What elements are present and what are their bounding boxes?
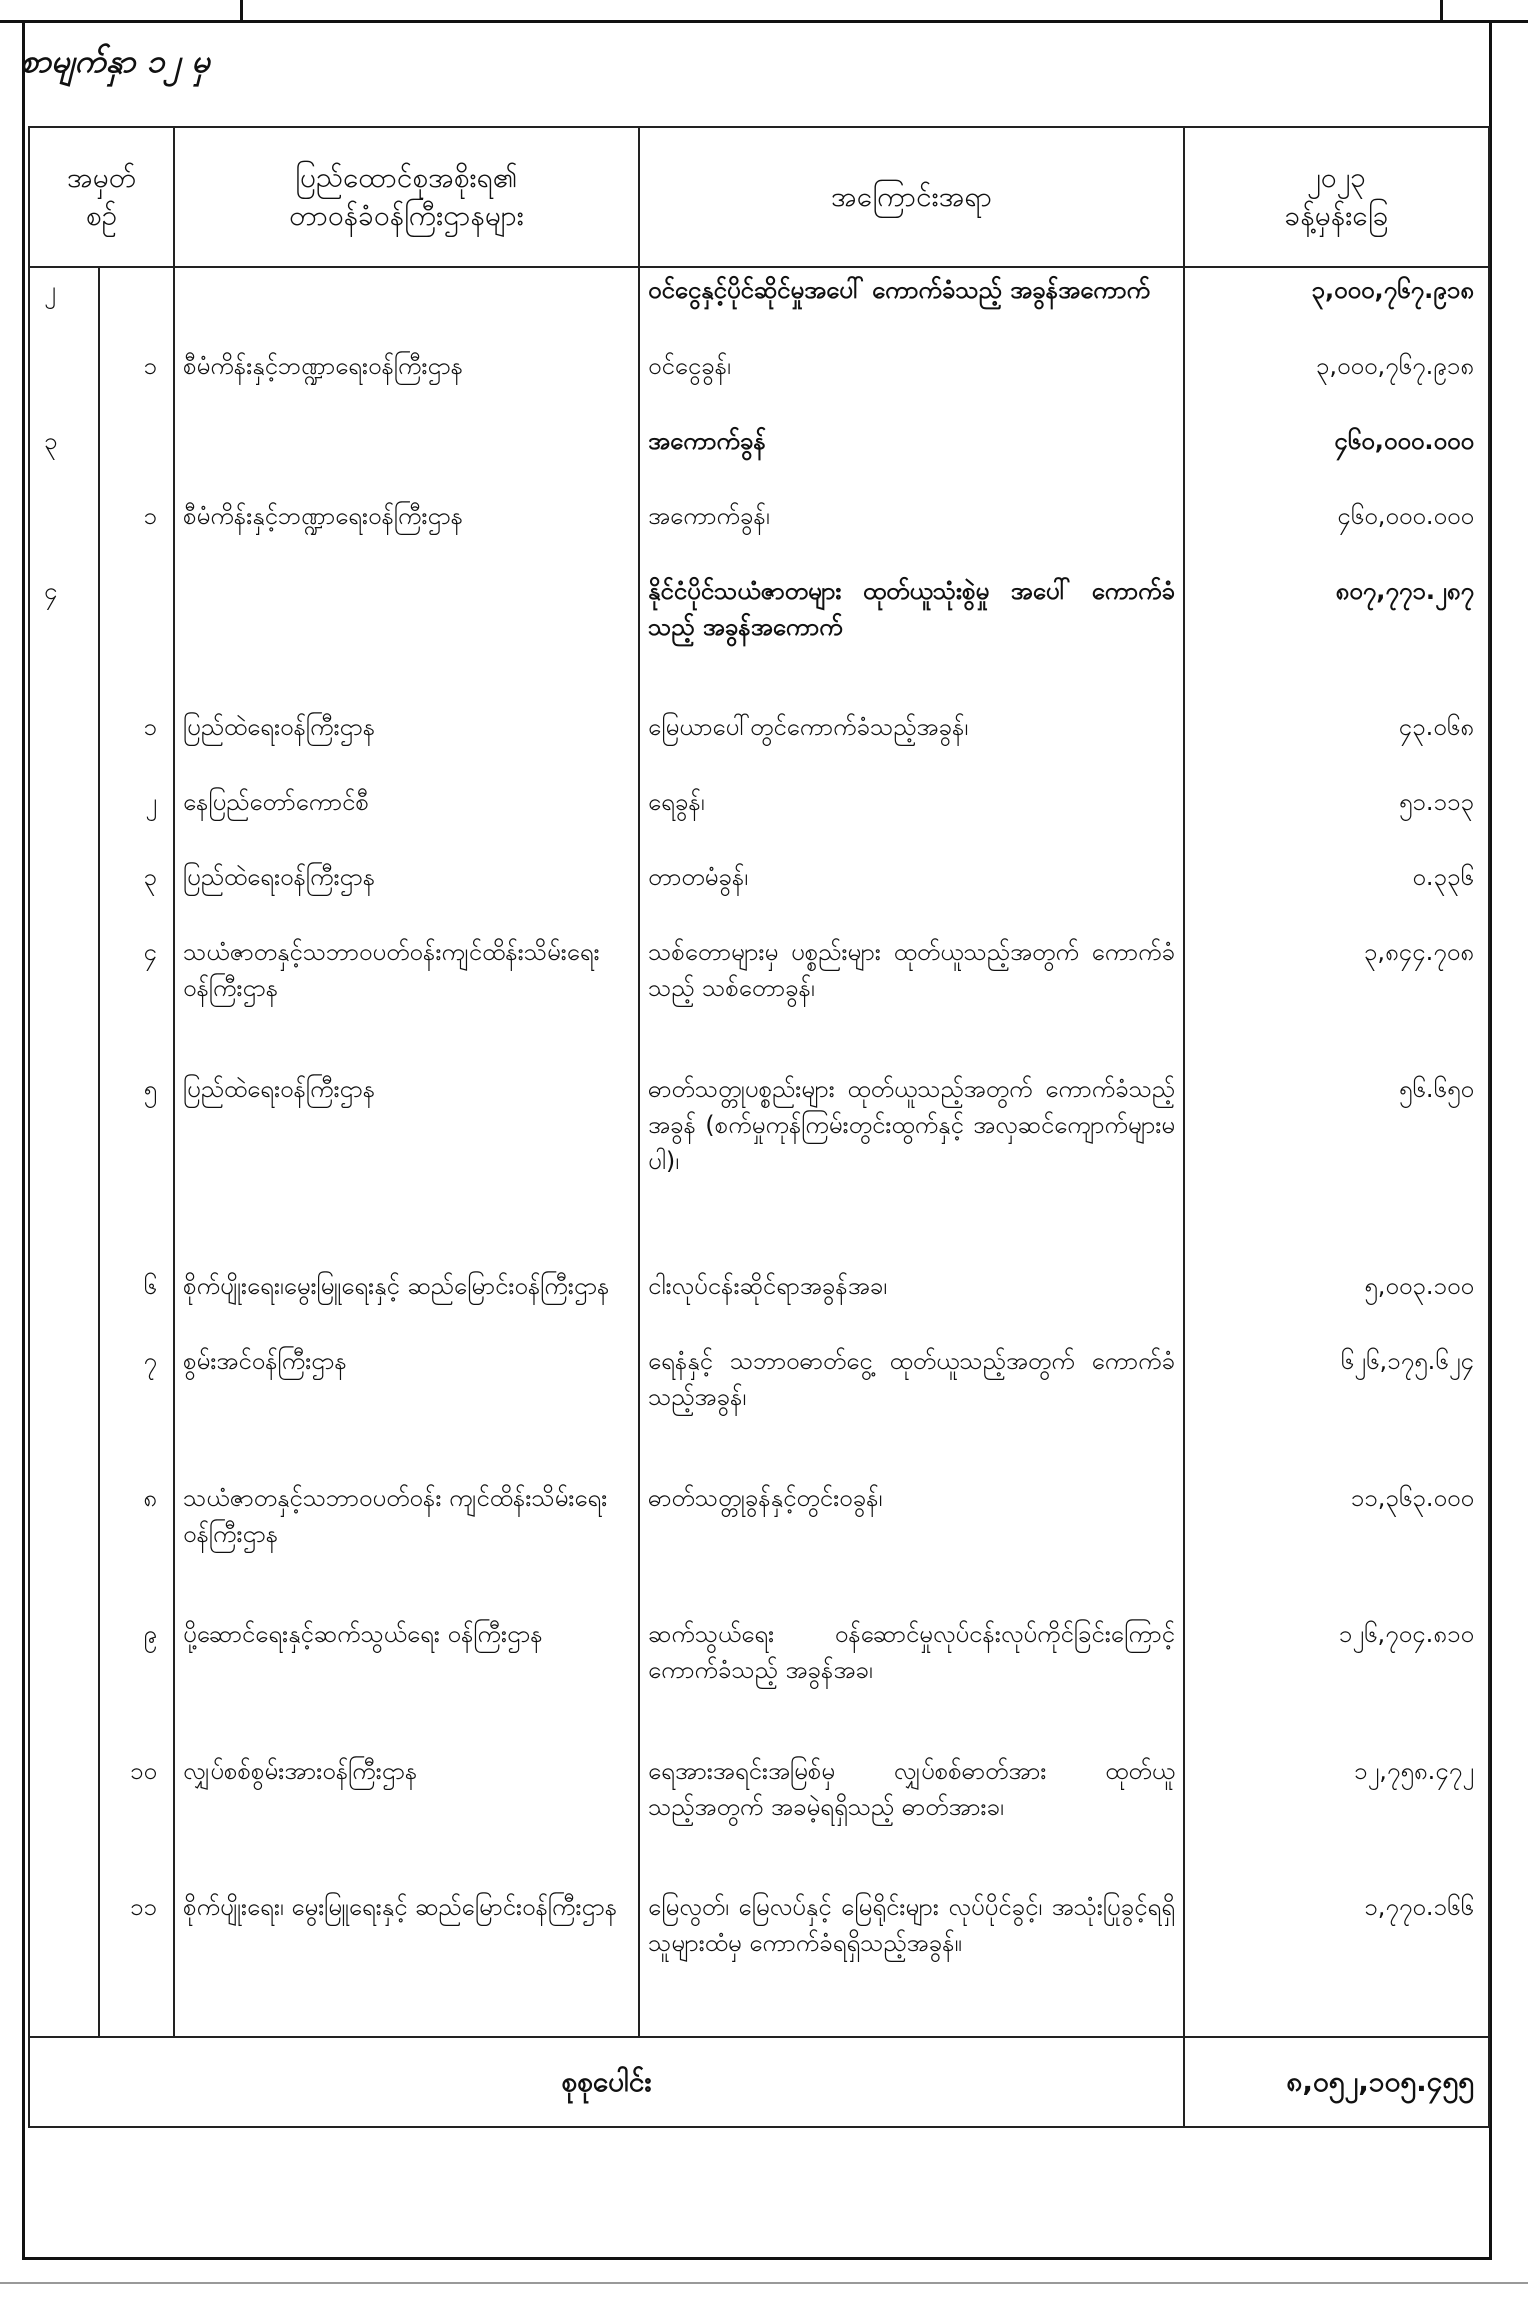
row-ministry: ပြည်ထဲရေးဝန်ကြီးဌာန — [174, 855, 639, 930]
row-sub-number: ၈ — [99, 1476, 174, 1612]
table-row — [29, 780, 1489, 855]
table-row — [29, 1885, 1489, 2021]
row-amount: ၆၂၆,၁၇၅.၆၂၄ — [1184, 1339, 1489, 1475]
table-row — [29, 1612, 1489, 1748]
row-amount: ၃,၀၀၀,၇၆၇.၉၁၈ — [1184, 267, 1489, 344]
row-amount: ၁၂,၇၅၈.၄၇၂ — [1184, 1749, 1489, 1885]
corner-mark — [1490, 20, 1528, 23]
row-sub-number: ၁ — [99, 344, 174, 419]
table-row — [29, 494, 1489, 569]
row-number — [29, 1749, 99, 1885]
row-ministry: စွမ်းအင်ဝန်ကြီးဌာန — [174, 1339, 639, 1475]
row-ministry — [174, 569, 639, 705]
row-amount: ၃,၀၀၀,၇၆၇.၉၁၈ — [1184, 344, 1489, 419]
row-sub-number: ၆ — [99, 1264, 174, 1339]
row-description: အကောက်ခွန်၊ — [639, 494, 1184, 569]
row-description: ဆက်သွယ်ရေး ဝန်ဆောင်မှုလုပ်ငန်းလုပ်ကိုင်ခြင်းကြောင့် ကောက်ခံသည့် အခွန်အခ၊ — [639, 1612, 1184, 1748]
row-description: မြေလွတ်၊ မြေလပ်နှင့် မြေရိုင်းများ လုပ်ပိုင်ခွင့်၊ အသုံးပြုခွင့်ရရှိသူများထံမှ ကောက်ခံရရှိသည့်အခွန်။ — [639, 1885, 1184, 2021]
row-number: ၃ — [29, 419, 99, 494]
row-amount: ၅၁.၁၁၃ — [1184, 780, 1489, 855]
table-row — [29, 569, 1489, 705]
table-row — [29, 930, 1489, 1066]
row-sub-number: ၄ — [99, 930, 174, 1066]
row-ministry: လျှပ်စစ်စွမ်းအားဝန်ကြီးဌာန — [174, 1749, 639, 1885]
row-sub-number — [99, 419, 174, 494]
row-sub-number: ၅ — [99, 1067, 174, 1265]
row-description: ဓာတ်သတ္တုပစ္စည်းများ ထုတ်ယူသည့်အတွက် ကောက်ခံသည့်အခွန် (စက်မှုကုန်ကြမ်းတွင်းထွက်နှင့် အလှဆင်ကျောက်များမပါ)၊ — [639, 1067, 1184, 1265]
corner-mark — [240, 0, 243, 22]
row-sub-number: ၇ — [99, 1339, 174, 1475]
table-row — [29, 344, 1489, 419]
row-sub-number: ၂ — [99, 780, 174, 855]
table-row — [29, 1339, 1489, 1475]
row-amount: ၁,၇၇၀.၁၆၆ — [1184, 1885, 1489, 2021]
row-ministry: ပို့ဆောင်ရေးနှင့်ဆက်သွယ်ရေး ဝန်ကြီးဌာန — [174, 1612, 639, 1748]
row-number — [29, 855, 99, 930]
row-number: ၂ — [29, 267, 99, 344]
row-sub-number: ၉ — [99, 1612, 174, 1748]
row-ministry: နေပြည်တော်ကောင်စီ — [174, 780, 639, 855]
row-ministry — [174, 267, 639, 344]
row-amount: ၈၀၇,၇၇၁.၂၈၇ — [1184, 569, 1489, 705]
row-description: ငါးလုပ်ငန်းဆိုင်ရာအခွန်အခ၊ — [639, 1264, 1184, 1339]
row-amount: ၁၁,၃၆၃.၀၀၀ — [1184, 1476, 1489, 1612]
row-description: သစ်တောများမှ ပစ္စည်းများ ထုတ်ယူသည့်အတွက် ကောက်ခံသည့် သစ်တောခွန်၊ — [639, 930, 1184, 1066]
row-amount: ၅,၀၀၃.၁၀၀ — [1184, 1264, 1489, 1339]
table-row — [29, 419, 1489, 494]
table-row — [29, 1749, 1489, 1885]
row-description: ဓာတ်သတ္တုခွန်နှင့်တွင်းဝခွန်၊ — [639, 1476, 1184, 1612]
filler-cell — [1184, 2021, 1489, 2037]
row-sub-number: ၁ — [99, 705, 174, 780]
row-number — [29, 494, 99, 569]
row-description: ရေအားအရင်းအမြစ်မှ လျှပ်စစ်ဓာတ်အား ထုတ်ယူသည့်အတွက် အခမဲ့ရရှိသည့် ဓာတ်အားခ၊ — [639, 1749, 1184, 1885]
filler-cell — [174, 2021, 639, 2037]
row-amount: ၁၂၆,၇၀၄.၈၁၀ — [1184, 1612, 1489, 1748]
table-filler-row — [29, 2021, 1489, 2037]
row-ministry: စိုက်ပျိုးရေး၊ မွေးမြူရေးနှင့် ဆည်မြောင်းဝန်ကြီးဌာန — [174, 1885, 639, 2021]
row-amount: ၄၆၀,၀၀၀.၀၀၀ — [1184, 419, 1489, 494]
row-sub-number: ၃ — [99, 855, 174, 930]
table-row — [29, 1067, 1489, 1265]
row-description: တာတမံခွန်၊ — [639, 855, 1184, 930]
row-ministry: ပြည်ထဲရေးဝန်ကြီးဌာန — [174, 1067, 639, 1265]
row-number — [29, 1612, 99, 1748]
row-description: အကောက်ခွန် — [639, 419, 1184, 494]
header-description: အကြောင်းအရာ — [639, 127, 1184, 267]
row-number: ၄ — [29, 569, 99, 705]
corner-mark — [0, 20, 22, 23]
row-sub-number: ၁၁ — [99, 1885, 174, 2021]
row-number — [29, 1067, 99, 1265]
header-ministry: ပြည်ထောင်စုအစိုးရ၏ တာဝန်ခံဝန်ကြီးဌာနများ — [174, 127, 639, 267]
filler-cell — [99, 2021, 174, 2037]
row-description: ဝင်ငွေခွန်၊ — [639, 344, 1184, 419]
row-amount: ၅၆.၆၅၀ — [1184, 1067, 1489, 1265]
table-row — [29, 855, 1489, 930]
row-number — [29, 344, 99, 419]
total-row — [29, 2037, 1489, 2127]
table-row — [29, 705, 1489, 780]
row-number — [29, 705, 99, 780]
row-sub-number — [99, 267, 174, 344]
bottom-rule — [0, 2282, 1528, 2284]
filler-cell — [639, 2021, 1184, 2037]
table-row — [29, 267, 1489, 344]
row-ministry — [174, 419, 639, 494]
row-sub-number: ၁၀ — [99, 1749, 174, 1885]
row-number — [29, 1264, 99, 1339]
page-heading: စာမျက်နှာ ၁၂ မှ — [20, 42, 210, 80]
row-amount: ၄၆၀,၀၀၀.၀၀၀ — [1184, 494, 1489, 569]
filler-cell — [29, 2021, 99, 2037]
row-number — [29, 1476, 99, 1612]
table-header — [29, 127, 1489, 267]
row-amount: ၀.၃၃၆ — [1184, 855, 1489, 930]
row-ministry: စိုက်ပျိုးရေး၊မွေးမြူရေးနှင့် ဆည်မြောင်းဝန်ကြီးဌာန — [174, 1264, 639, 1339]
total-amount: ၈,၀၅၂,၁၀၅.၄၅၅ — [1184, 2037, 1489, 2127]
row-description: ရေနံနှင့် သဘာဝဓာတ်ငွေ့ ထုတ်ယူသည့်အတွက် ကောက်ခံသည့်အခွန်၊ — [639, 1339, 1184, 1475]
row-description: ဝင်ငွေနှင့်ပိုင်ဆိုင်မှုအပေါ် ကောက်ခံသည့် အခွန်အကောက် — [639, 267, 1184, 344]
table-row — [29, 1264, 1489, 1339]
header-serial-no: အမှတ် စဉ် — [29, 127, 174, 267]
row-ministry: စီမံကိန်းနှင့်ဘဏ္ဍာရေးဝန်ကြီးဌာန — [174, 494, 639, 569]
row-ministry: သယံဇာတနှင့်သဘာဝပတ်ဝန်းကျင်ထိန်းသိမ်းရေး ဝန်ကြီးဌာန — [174, 930, 639, 1066]
row-number — [29, 1339, 99, 1475]
total-label: စုစုပေါင်း — [29, 2037, 1184, 2127]
row-description: နိုင်ငံပိုင်သယံဇာတများ ထုတ်ယူသုံးစွဲမှု အပေါ် ကောက်ခံသည့် အခွန်အကောက် — [639, 569, 1184, 705]
row-ministry: သယံဇာတနှင့်သဘာဝပတ်ဝန်း ကျင်ထိန်းသိမ်းရေးဝန်ကြီးဌာန — [174, 1476, 639, 1612]
row-number — [29, 1885, 99, 2021]
row-ministry: စီမံကိန်းနှင့်ဘဏ္ဍာရေးဝန်ကြီးဌာန — [174, 344, 639, 419]
row-sub-number: ၁ — [99, 494, 174, 569]
row-number — [29, 930, 99, 1066]
corner-mark — [1440, 0, 1443, 22]
row-amount: ၄၃.၀၆၈ — [1184, 705, 1489, 780]
row-number — [29, 780, 99, 855]
table-row — [29, 1476, 1489, 1612]
row-description: မြေယာပေါ်တွင်ကောက်ခံသည့်အခွန်၊ — [639, 705, 1184, 780]
row-sub-number — [99, 569, 174, 705]
header-amount: ၂၀၂၃ ခန့်မှန်းခြေ — [1184, 127, 1489, 267]
row-description: ရေခွန်၊ — [639, 780, 1184, 855]
tax-table — [28, 126, 1488, 2128]
row-amount: ၃,၈၄၄.၇၀၈ — [1184, 930, 1489, 1066]
row-ministry: ပြည်ထဲရေးဝန်ကြီးဌာန — [174, 705, 639, 780]
